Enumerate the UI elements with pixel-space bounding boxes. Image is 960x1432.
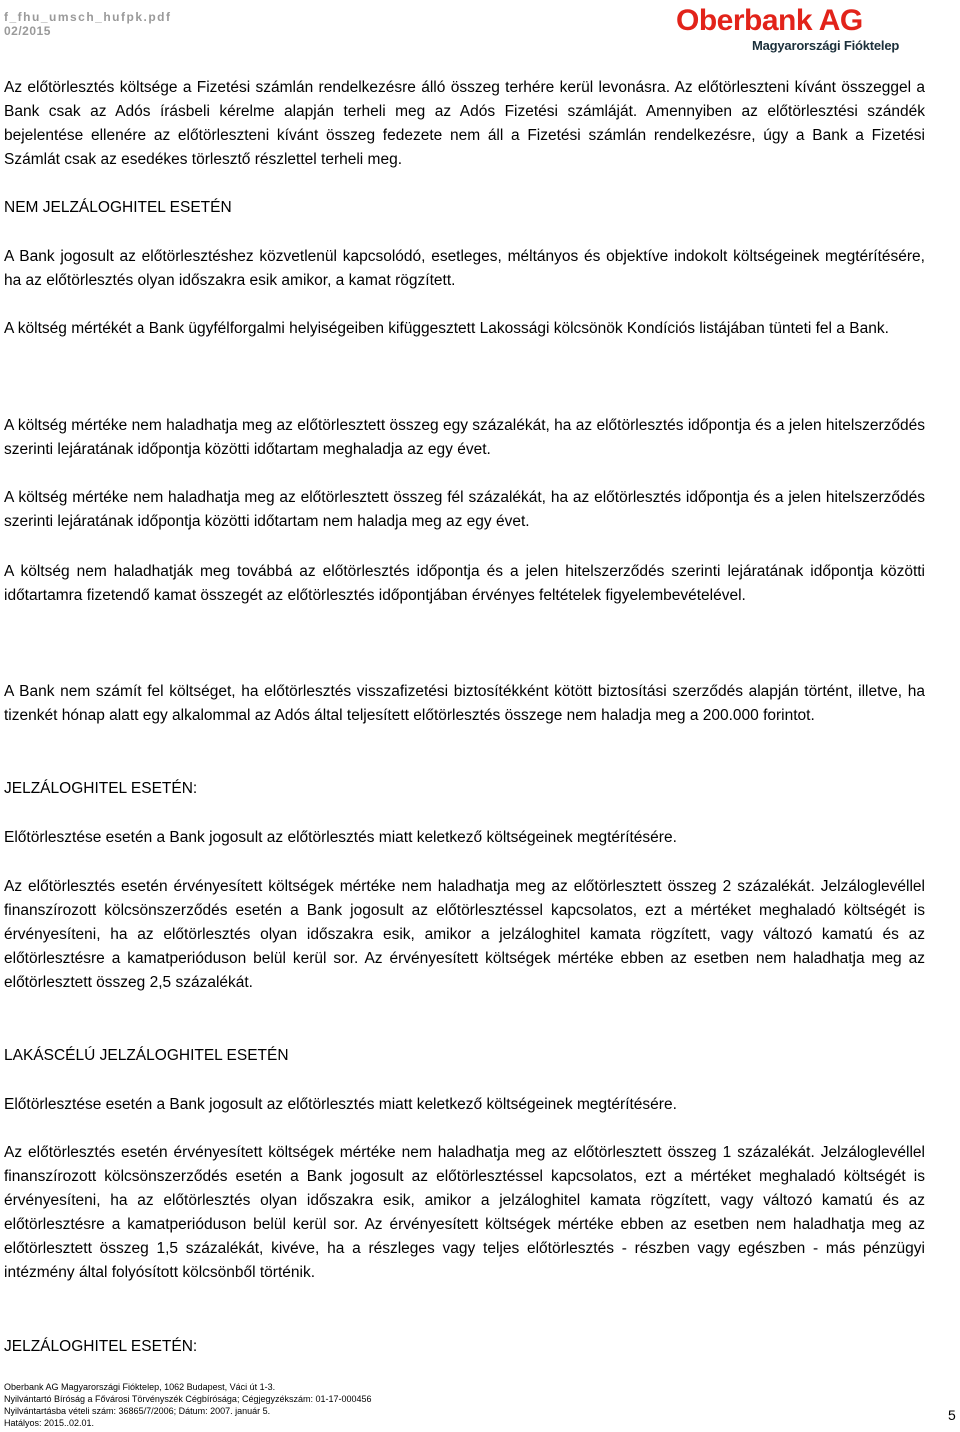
footer-effective-date: Hatályos: 2015..02.01. (4, 1418, 95, 1428)
logo-wordmark: Oberbank AG (676, 4, 863, 37)
heading-housing-mortgage: LAKÁSCÉLÚ JELZÁLOGHITEL ESETÉN (4, 1047, 289, 1064)
page-number: 5 (948, 1407, 956, 1423)
heading-mortgage-repeat: JELZÁLOGHITEL ESETÉN: (4, 1338, 198, 1355)
paragraph-no-cost-conditions: A Bank nem számít fel költséget, ha előtörlesztés visszafizetési biztosítékként kötött biztosítási szerződés alapján történt, illetve, ha tizenkét hónap alatt egy alkalommal az Adós által teljesített előtörlesztés összege nem haladja meg a 200.000 forintot. (4, 683, 925, 724)
paragraph-housing-cost-limit: Az előtörlesztés esetén érvényesített költségek mértéke nem haladhatja meg az előtörlesztett összeg 1 százalékát. Jelzáloglevéllel finanszírozott kölcsönszerződés esetén a Bank jogosult az előtörlesztéssel kapcsolatos, ezt a mértéket meghaladó költségét is érvényesíteni, ha az előtörlesztés olyan időszakra esik, amikor a jelzáloghitel kamata rögzített, vagy változó kamatú és az előtörlesztésre a kamatperióduson belül kerül sor. Az érvényesített költségek mértéke ebben az esetben nem haladhatja meg az előtörlesztett összeg 1,5 százalékát, kivéve, ha a részleges vagy teljes előtörlesztés - részben vagy egészben - más pénzügyi intézmény által folyósított kölcsönből történik. (4, 1144, 925, 1281)
document-date: 02/2015 (4, 24, 51, 38)
paragraph-mortgage-cost-limit: Az előtörlesztés esetén érvényesített költségek mértéke nem haladhatja meg az előtörlesztett összeg 2 százalékát. Jelzáloglevéllel finanszírozott kölcsönszerződés esetén a Bank jogosult az előtörlesztéssel kapcsolatos, ezt a mértéket meghaladó költségét is érvényesíteni, ha az előtörlesztés olyan időszakra esik, amikor a jelzáloghitel kamata rögzített, vagy változó kamatú és az előtörlesztésre a kamatperióduson belül kerül sor. Az érvényesített költségek mértéke ebben az esetben nem haladhatja meg az előtörlesztett összeg 2,5 százalékát. (4, 878, 925, 991)
paragraph-cost-limit-one-percent: A költség mértéke nem haladhatja meg az előtörlesztett összeg egy százalékát, ha az előtörlesztés időpontja és a jelen hitelszerződés szerinti lejáratának időpontja közötti időtartam meghaladja az egy évet. (4, 417, 925, 458)
paragraph-cost-limit-half-percent: A költség mértéke nem haladhatja meg az előtörlesztett összeg fél százalékát, ha az előtörlesztés időpontja és a jelen hitelszerződés szerinti lejáratának időpontja közötti időtartam nem haladja meg az egy évet. (4, 489, 925, 530)
logo-subtitle: Magyarországi Fióktelep (752, 38, 900, 53)
footer-court-registry: Nyilvántartó Bíróság a Fővárosi Törvényszék Cégbírósága; Cégjegyzékszám: 01-17-000456 (4, 1394, 372, 1404)
heading-non-mortgage: NEM JELZÁLOGHITEL ESETÉN (4, 199, 232, 216)
paragraph-housing-reimbursement: Előtörlesztése esetén a Bank jogosult az előtörlesztés miatt keletkező költségeinek megtérítésére. (4, 1096, 677, 1113)
paragraph-cost-limit-interest: A költség nem haladhatják meg továbbá az előtörlesztés időpontja és a jelen hitelszerződés szerinti lejáratának időpontja közötti időtartamra fizetendő kamat összegét az előtörlesztés időpontjában érvényes feltételek figyelembevételével. (4, 563, 925, 604)
paragraph-prepayment-cost-debit: Az előtörlesztés költsége a Fizetési számlán rendelkezésre álló összeg terhére kerül levonásra. Az előtörleszteni kívánt összeggel a Bank csak az Adós írásbeli kérelme alapján terheli meg az Adós Fizetési számláját. Amennyiben az előtörlesztési szándék bejelentése ellenére az előtörleszteni kívánt összeg fedezete nem áll a Fizetési számlán rendelkezésre, úgy a Bank a Fizetési Számlát csak az esedékes törlesztő részlettel terheli meg. (4, 79, 925, 168)
paragraph-mortgage-reimbursement: Előtörlesztése esetén a Bank jogosult az előtörlesztés miatt keletkező költségeinek megtérítésére. (4, 829, 677, 846)
footer-address: Oberbank AG Magyarországi Fióktelep, 1062 Budapest, Váci út 1-3. (4, 1382, 276, 1392)
heading-mortgage: JELZÁLOGHITEL ESETÉN: (4, 780, 198, 797)
paragraph-bank-cost-reimbursement: A Bank jogosult az előtörlesztéshez közvetlenül kapcsolódó, esetleges, méltányos és objektíve indokolt költségeinek megtérítésére, ha az előtörlesztés olyan időszakra esik amikor, a kamat rögzített. (4, 248, 925, 289)
footer-registration-number: Nyilvántartásba vételi szám: 36865/7/2006; Dátum: 2007. január 5. (4, 1406, 271, 1416)
oberbank-logo (676, 4, 940, 56)
paragraph-cost-listing: A költség mértékét a Bank ügyfélforgalmi helyiségeiben kifüggesztett Lakossági kölcsönök Kondíciós listájában tünteti fel a Bank. (4, 320, 889, 337)
document-code: f_fhu_umsch_hufpk.pdf (4, 10, 172, 24)
